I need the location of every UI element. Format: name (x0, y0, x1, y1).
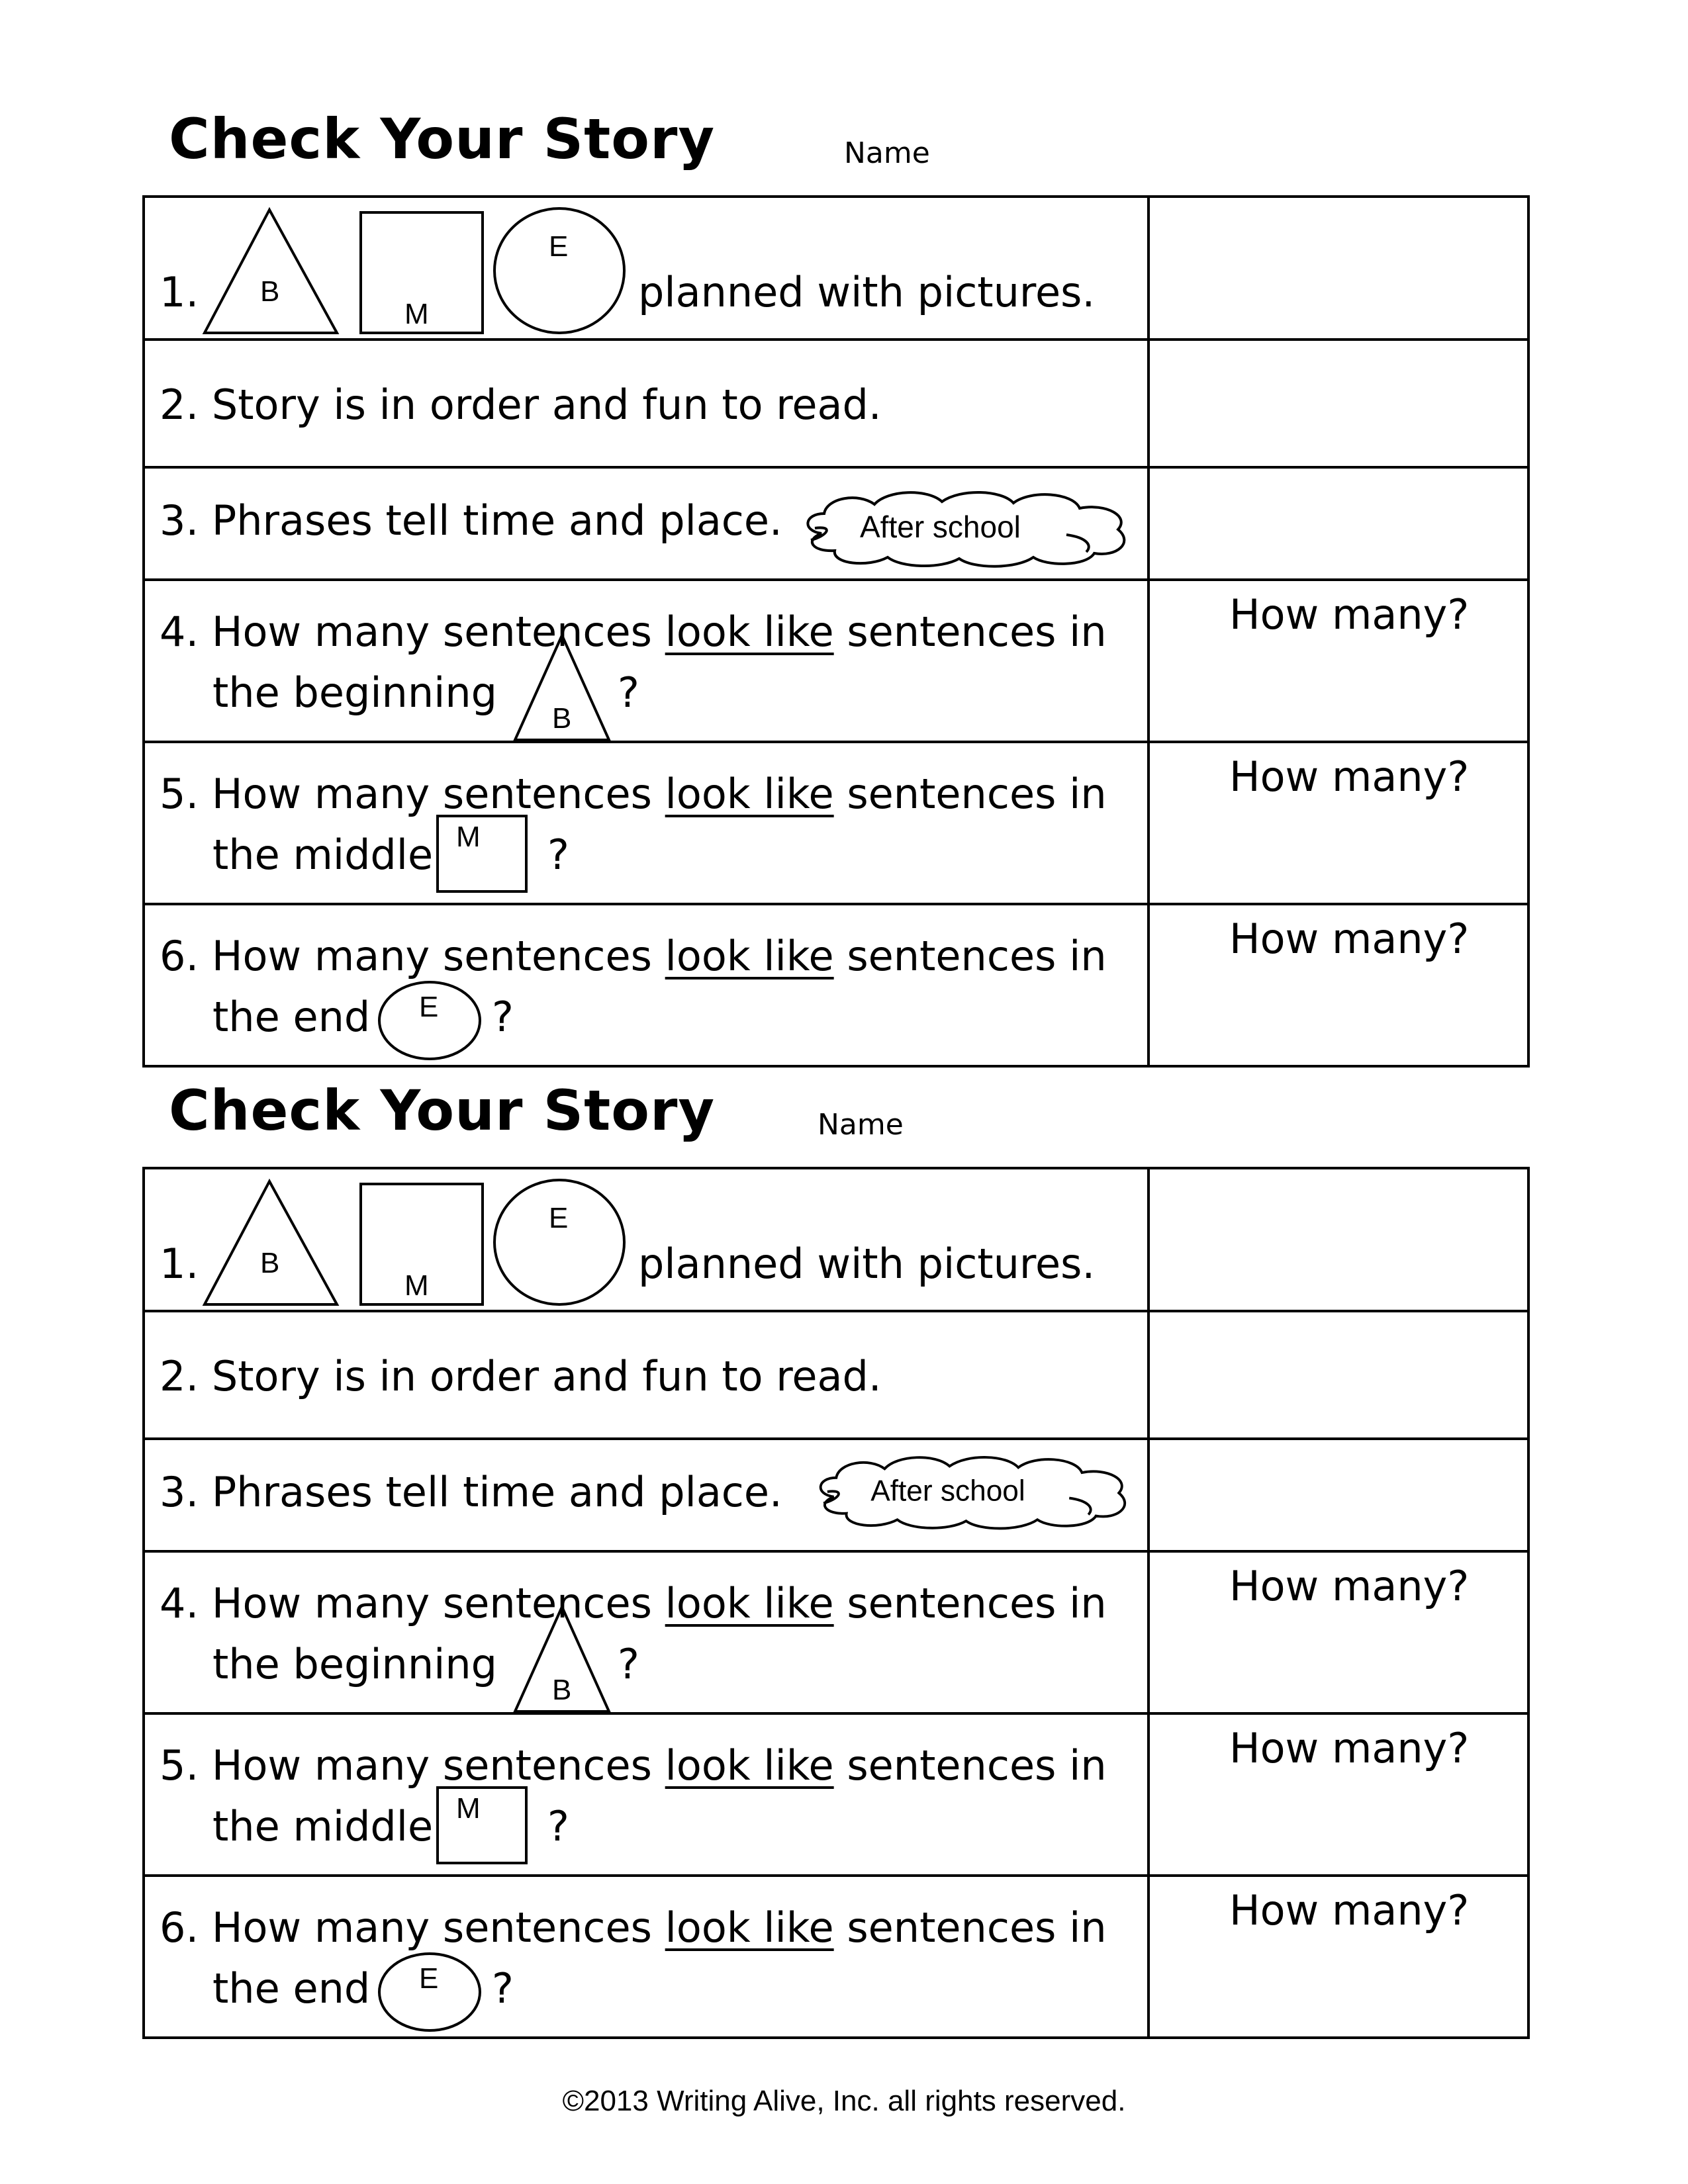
beginning-triangle-icon (202, 208, 341, 334)
answer-cell (1149, 904, 1528, 1066)
criterion-text: 2. Story is in order and fun to read. (160, 381, 882, 429)
shape-letter: B (552, 702, 572, 735)
underlined-phrase: look like (665, 1741, 834, 1790)
checklist-row-2 (144, 340, 1528, 467)
checklist-row-4 (144, 1551, 1528, 1713)
shape-letter: E (549, 1202, 569, 1234)
end-circle-icon (377, 1951, 483, 2033)
criterion-cell (144, 1551, 1149, 1713)
answer-cell (1149, 580, 1528, 742)
shape-letter: B (552, 1674, 572, 1706)
answer-cell (1149, 1311, 1528, 1439)
criterion-line-1: 4. How many sentences look like sentences in (160, 1579, 1107, 1627)
checklist-table (142, 195, 1530, 1068)
cloud-icon (795, 487, 1139, 567)
criterion-line-2: the middle (212, 1802, 434, 1850)
shape-letter: M (456, 1792, 481, 1825)
criterion-line-1: 5. How many sentences look like sentences in (160, 770, 1107, 818)
criterion-cell (144, 467, 1149, 580)
copyright-footer: ©2013 Writing Alive, Inc. all rights reserved. (562, 2085, 1126, 2117)
middle-square-icon (436, 815, 529, 894)
underlined-phrase: look like (665, 932, 834, 980)
underlined-phrase: look like (665, 608, 834, 656)
answer-cell (1149, 742, 1528, 904)
end-circle-icon (377, 979, 483, 1062)
criterion-cell (144, 580, 1149, 742)
row-number: 1. (160, 1240, 199, 1288)
answer-cell (1149, 197, 1528, 340)
answer-text: How many? (1229, 590, 1470, 639)
criterion-cell (144, 340, 1149, 467)
question-mark: ? (547, 1802, 569, 1850)
checklist-row-3 (144, 467, 1528, 580)
criterion-line-2: the beginning (212, 668, 498, 717)
criterion-line-1: 5. How many sentences look like sentences in (160, 1741, 1107, 1790)
question-mark: ? (618, 668, 639, 717)
criterion-text: 2. Story is in order and fun to read. (160, 1352, 882, 1400)
criterion-text: planned with pictures. (638, 268, 1096, 316)
cloud-label: After school (860, 510, 1021, 544)
shape-letter: M (404, 1269, 429, 1302)
answer-text: How many? (1229, 1562, 1470, 1610)
criterion-cell (144, 1168, 1149, 1311)
criterion-cell (144, 904, 1149, 1066)
checklist-row-6 (144, 904, 1528, 1066)
answer-cell (1149, 1876, 1528, 2038)
beginning-triangle-icon (512, 634, 612, 741)
answer-cell (1149, 340, 1528, 467)
answer-cell (1149, 1551, 1528, 1713)
underlined-phrase: look like (665, 770, 834, 818)
worksheet-title: Check Your Story (169, 107, 716, 171)
answer-cell (1149, 467, 1528, 580)
row-number: 1. (160, 268, 199, 316)
shape-letter: M (404, 298, 429, 330)
criterion-line-1: 6. How many sentences look like sentences in (160, 932, 1107, 980)
criterion-line-2: the end (212, 993, 371, 1041)
criterion-line-2: the beginning (212, 1640, 498, 1688)
criterion-text: planned with pictures. (638, 1240, 1096, 1288)
question-mark: ? (492, 993, 514, 1041)
checklist-row-5 (144, 742, 1528, 904)
beginning-triangle-icon (512, 1606, 612, 1713)
answer-text: How many? (1229, 752, 1470, 801)
criterion-text: 3. Phrases tell time and place. (160, 1468, 782, 1516)
question-mark: ? (618, 1640, 639, 1688)
criterion-cell (144, 1311, 1149, 1439)
checklist-row-5 (144, 1713, 1528, 1876)
beginning-triangle-icon (202, 1180, 341, 1306)
checklist-row-1 (144, 1168, 1528, 1311)
question-mark: ? (492, 1964, 514, 2013)
criterion-line-1: 6. How many sentences look like sentences in (160, 1903, 1107, 1952)
middle-square-icon (359, 1183, 485, 1306)
answer-cell (1149, 1168, 1528, 1311)
criterion-cell (144, 742, 1149, 904)
name-label: Name (818, 1108, 904, 1142)
checklist-row-6 (144, 1876, 1528, 2038)
criterion-cell (144, 197, 1149, 340)
criterion-line-2: the end (212, 1964, 371, 2013)
criterion-line-2: the middle (212, 831, 434, 879)
middle-square-icon (436, 1786, 529, 1866)
answer-cell (1149, 1713, 1528, 1876)
criterion-cell (144, 1713, 1149, 1876)
answer-text: How many? (1229, 1724, 1470, 1772)
middle-square-icon (359, 211, 485, 334)
underlined-phrase: look like (665, 1903, 834, 1952)
shape-letter: E (549, 230, 569, 263)
end-circle-icon (492, 1177, 627, 1307)
criterion-line-1: 4. How many sentences look like sentences in (160, 608, 1107, 656)
checklist-row-4 (144, 580, 1528, 742)
checklist-row-3 (144, 1439, 1528, 1551)
criterion-text: 3. Phrases tell time and place. (160, 496, 782, 545)
underlined-phrase: look like (665, 1579, 834, 1627)
answer-text: How many? (1229, 1886, 1470, 1934)
answer-cell (1149, 1439, 1528, 1551)
shape-letter: M (456, 821, 481, 853)
shape-letter: E (419, 991, 439, 1023)
worksheet-title: Check Your Story (169, 1078, 716, 1143)
criterion-cell (144, 1876, 1149, 2038)
checklist-row-1 (144, 197, 1528, 340)
shape-letter: E (419, 1962, 439, 1995)
checklist-row-2 (144, 1311, 1528, 1439)
cloud-label: After school (870, 1475, 1025, 1508)
shape-letter: B (260, 275, 280, 308)
cloud-icon (808, 1451, 1139, 1530)
question-mark: ? (547, 831, 569, 879)
checklist-table (142, 1167, 1530, 2039)
name-label: Name (844, 136, 930, 170)
answer-text: How many? (1229, 915, 1470, 963)
end-circle-icon (492, 206, 627, 336)
criterion-cell (144, 1439, 1149, 1551)
shape-letter: B (260, 1247, 280, 1279)
